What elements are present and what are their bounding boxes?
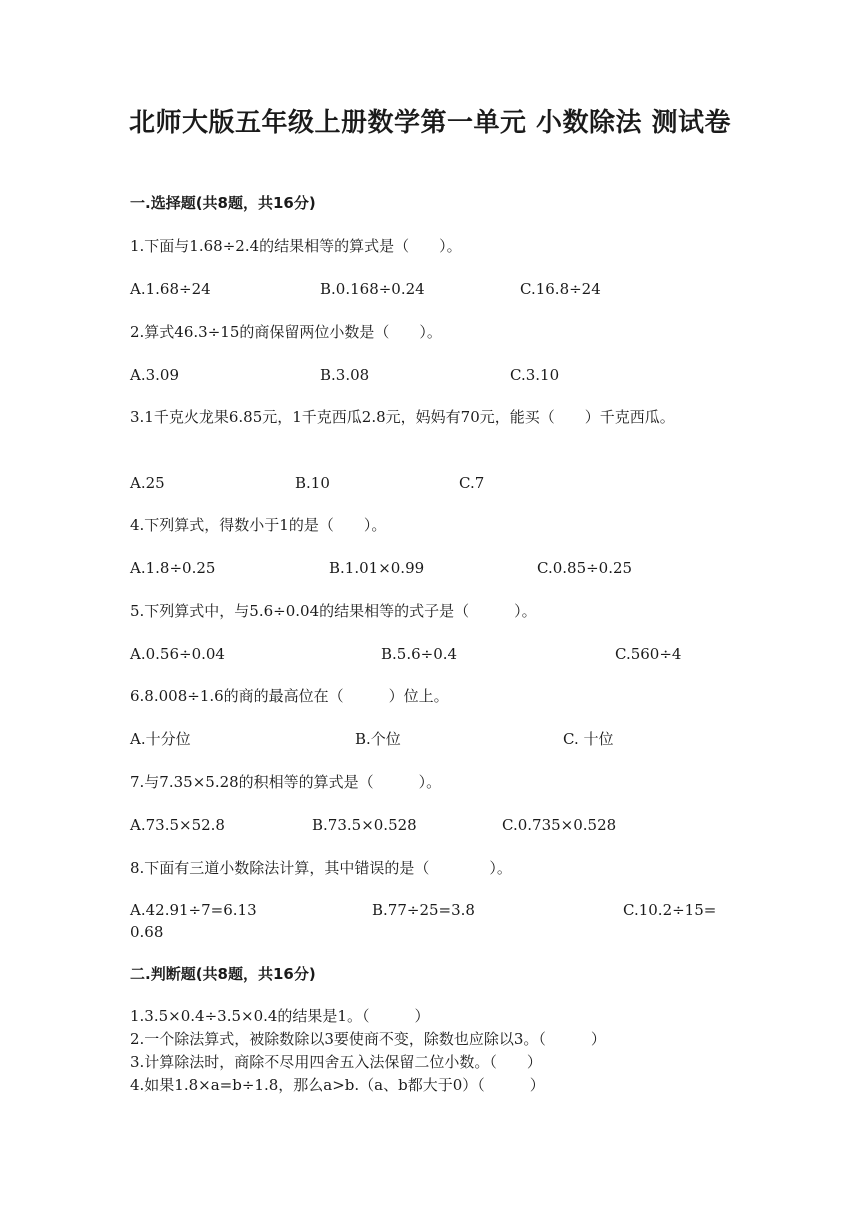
question-2-option-a: A.3.09 [130, 366, 179, 384]
question-6-option-b: B.个位 [355, 730, 401, 748]
question-4-option-b: B.1.01×0.99 [329, 559, 425, 577]
section-heading-choice: 一.选择题(共8题，共16分) [130, 194, 316, 212]
question-6: 6.8.008÷1.6的商的最高位在（ ）位上。 [130, 687, 449, 705]
question-2-option-c: C.3.10 [510, 366, 560, 384]
question-6-option-c: C. 十位 [563, 730, 614, 748]
question-5-option-c: C.560÷4 [615, 645, 682, 663]
question-1-option-b: B.0.168÷0.24 [320, 280, 425, 298]
question-8-option-c-continued: 0.68 [130, 923, 164, 941]
question-7-option-b: B.73.5×0.528 [312, 816, 417, 834]
true-false-item-1: 1.3.5×0.4÷3.5×0.4的结果是1。（ ） [130, 1007, 430, 1025]
true-false-item-2: 2.一个除法算式，被除数除以3要使商不变，除数也应除以3。（ ） [130, 1030, 606, 1048]
question-8-option-c: C.10.2÷15= [623, 901, 717, 919]
question-4-option-c: C.0.85÷0.25 [537, 559, 633, 577]
true-false-item-3: 3.计算除法时，商除不尽用四舍五入法保留二位小数。（ ） [130, 1053, 542, 1071]
question-1: 1.下面与1.68÷2.4的结果相等的算式是（ ）。 [130, 237, 462, 255]
question-8: 8.下面有三道小数除法计算，其中错误的是（ ）。 [130, 859, 512, 877]
question-3-option-c: C.7 [459, 474, 485, 492]
true-false-item-4: 4.如果1.8×a=b÷1.8，那么a>b.（a、b都大于0）（ ） [130, 1076, 545, 1094]
question-3-option-a: A.25 [130, 474, 165, 492]
question-7-option-c: C.0.735×0.528 [502, 816, 617, 834]
question-1-option-c: C.16.8÷24 [520, 280, 601, 298]
question-7-option-a: A.73.5×52.8 [130, 816, 225, 834]
question-8-option-a: A.42.91÷7=6.13 [130, 901, 257, 919]
question-2: 2.算式46.3÷15的商保留两位小数是（ ）。 [130, 323, 442, 341]
question-4: 4.下列算式，得数小于1的是（ ）。 [130, 516, 387, 534]
question-8-option-b: B.77÷25=3.8 [372, 901, 475, 919]
question-3: 3.1千克火龙果6.85元，1千克西瓜2.8元，妈妈有70元，能买（ ）千克西瓜。 [130, 408, 675, 426]
question-2-option-b: B.3.08 [320, 366, 370, 384]
question-4-option-a: A.1.8÷0.25 [130, 559, 216, 577]
question-1-option-a: A.1.68÷24 [130, 280, 211, 298]
question-3-option-b: B.10 [295, 474, 330, 492]
section-heading-true-false: 二.判断题(共8题，共16分) [130, 965, 316, 983]
question-5-option-a: A.0.56÷0.04 [130, 645, 225, 663]
question-5: 5.下列算式中，与5.6÷0.04的结果相等的式子是（ ）。 [130, 602, 537, 620]
page-title: 北师大版五年级上册数学第一单元 小数除法 测试卷 [128, 108, 732, 138]
question-5-option-b: B.5.6÷0.4 [381, 645, 458, 663]
question-6-option-a: A.十分位 [130, 730, 191, 748]
question-7: 7.与7.35×5.28的积相等的算式是（ ）。 [130, 773, 442, 791]
